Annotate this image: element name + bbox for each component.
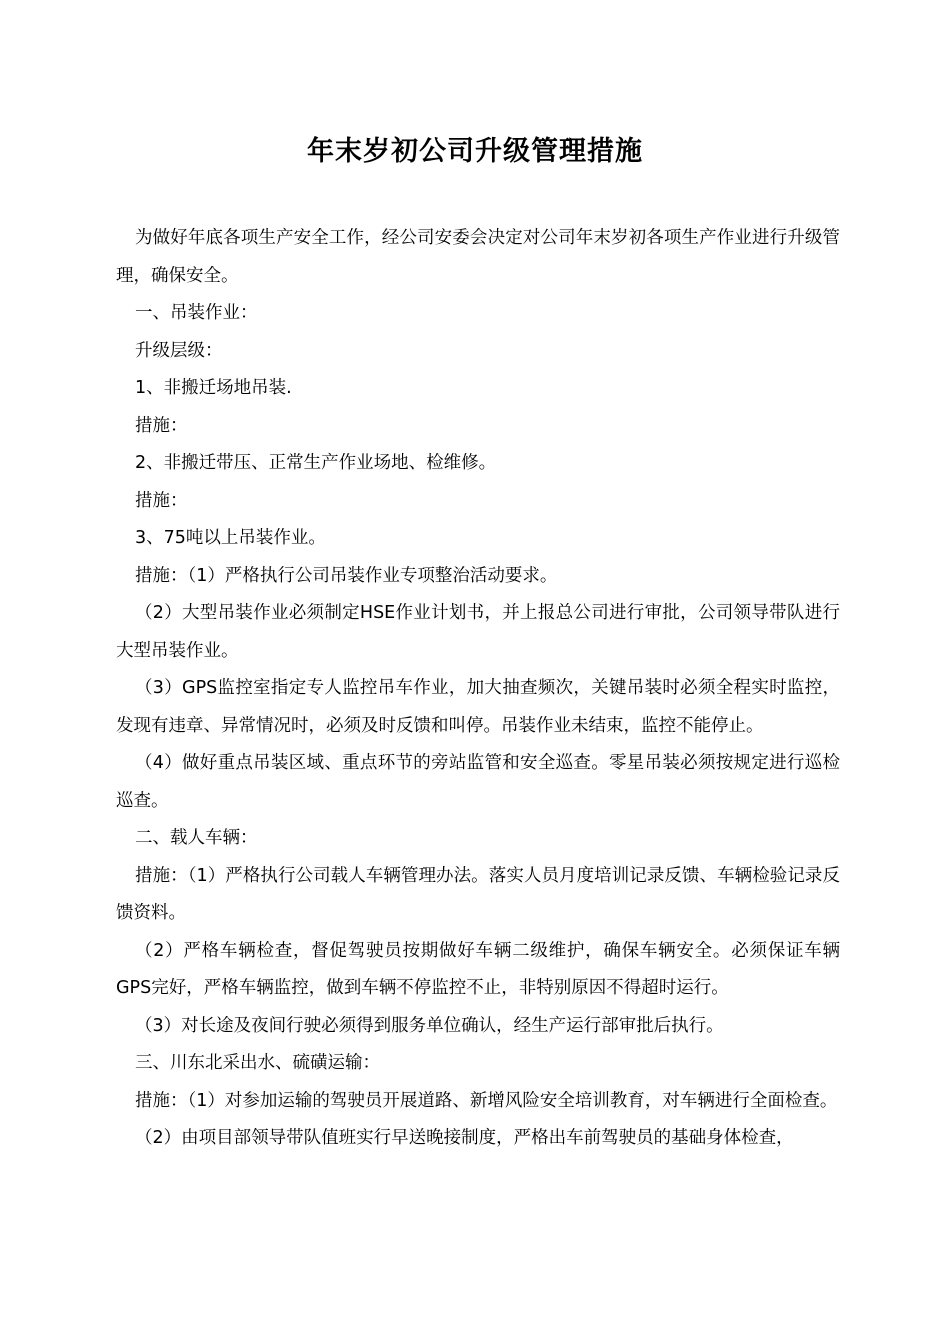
measure-vehicles-3: （3）对长途及夜间行驶必须得到服务单位确认，经生产运行部审批后执行。 <box>135 1015 724 1036</box>
paragraph-upgrade-level: 升级层级： <box>135 340 223 361</box>
measure-lifting-1: 措施：（1）严格执行公司吊装作业专项整治活动要求。 <box>135 565 558 586</box>
list-item-3: 3、75吨以上吊装作业。 <box>135 528 326 548</box>
list-item-1: 1、非搬迁场地吊装. <box>135 378 292 398</box>
document-body <box>116 220 840 1158</box>
measure-lifting-3: （3）GPS监控室指定专人监控吊车作业，加大抽查频次，关键吊装时必须全程实时监控，发现有违章、异常情况时，必须及时反馈和叫停。吊装作业未结束，监控不能停止。 <box>116 678 840 736</box>
measure-transport-1: 措施：（1）对参加运输的驾驶员开展道路、新增风险安全培训教育，对车辆进行全面检查。 <box>135 1090 838 1111</box>
list-item-2: 2、非搬迁带压、正常生产作业场地、检维修。 <box>135 453 497 473</box>
measure-vehicles-1: 措施：（1）严格执行公司载人车辆管理办法。落实人员月度培训记录反馈、车辆检验记录反馈资料。 <box>116 865 840 923</box>
paragraph-intro: 为做好年底各项生产安全工作，经公司安委会决定对公司年末岁初各项生产作业进行升级管理，确保安全。 <box>116 228 840 286</box>
measures-label-1: 措施： <box>135 415 188 436</box>
section-heading-lifting: 一、吊装作业： <box>135 303 258 323</box>
measure-lifting-2: （2）大型吊装作业必须制定HSE作业计划书，并上报总公司进行审批，公司领导带队进行大型吊装作业。 <box>116 603 840 661</box>
measure-lifting-4: （4）做好重点吊装区域、重点环节的旁站监管和安全巡查。零星吊装必须按规定进行巡检巡查。 <box>116 753 840 811</box>
section-heading-transport: 三、川东北采出水、硫磺运输： <box>135 1053 380 1073</box>
measure-transport-2: （2）由项目部领导带队值班实行早送晚接制度，严格出车前驾驶员的基础身体检查， <box>135 1128 794 1148</box>
measure-vehicles-2: （2）严格车辆检查，督促驾驶员按期做好车辆二级维护，确保车辆安全。必须保证车辆GPS完好，严格车辆监控，做到车辆不停监控不止，非特别原因不得超时运行。 <box>116 940 840 998</box>
section-heading-passenger-vehicles: 二、载人车辆： <box>135 828 258 848</box>
document-title: 年末岁初公司升级管理措施 <box>307 136 643 167</box>
measures-label-2: 措施： <box>135 490 188 511</box>
